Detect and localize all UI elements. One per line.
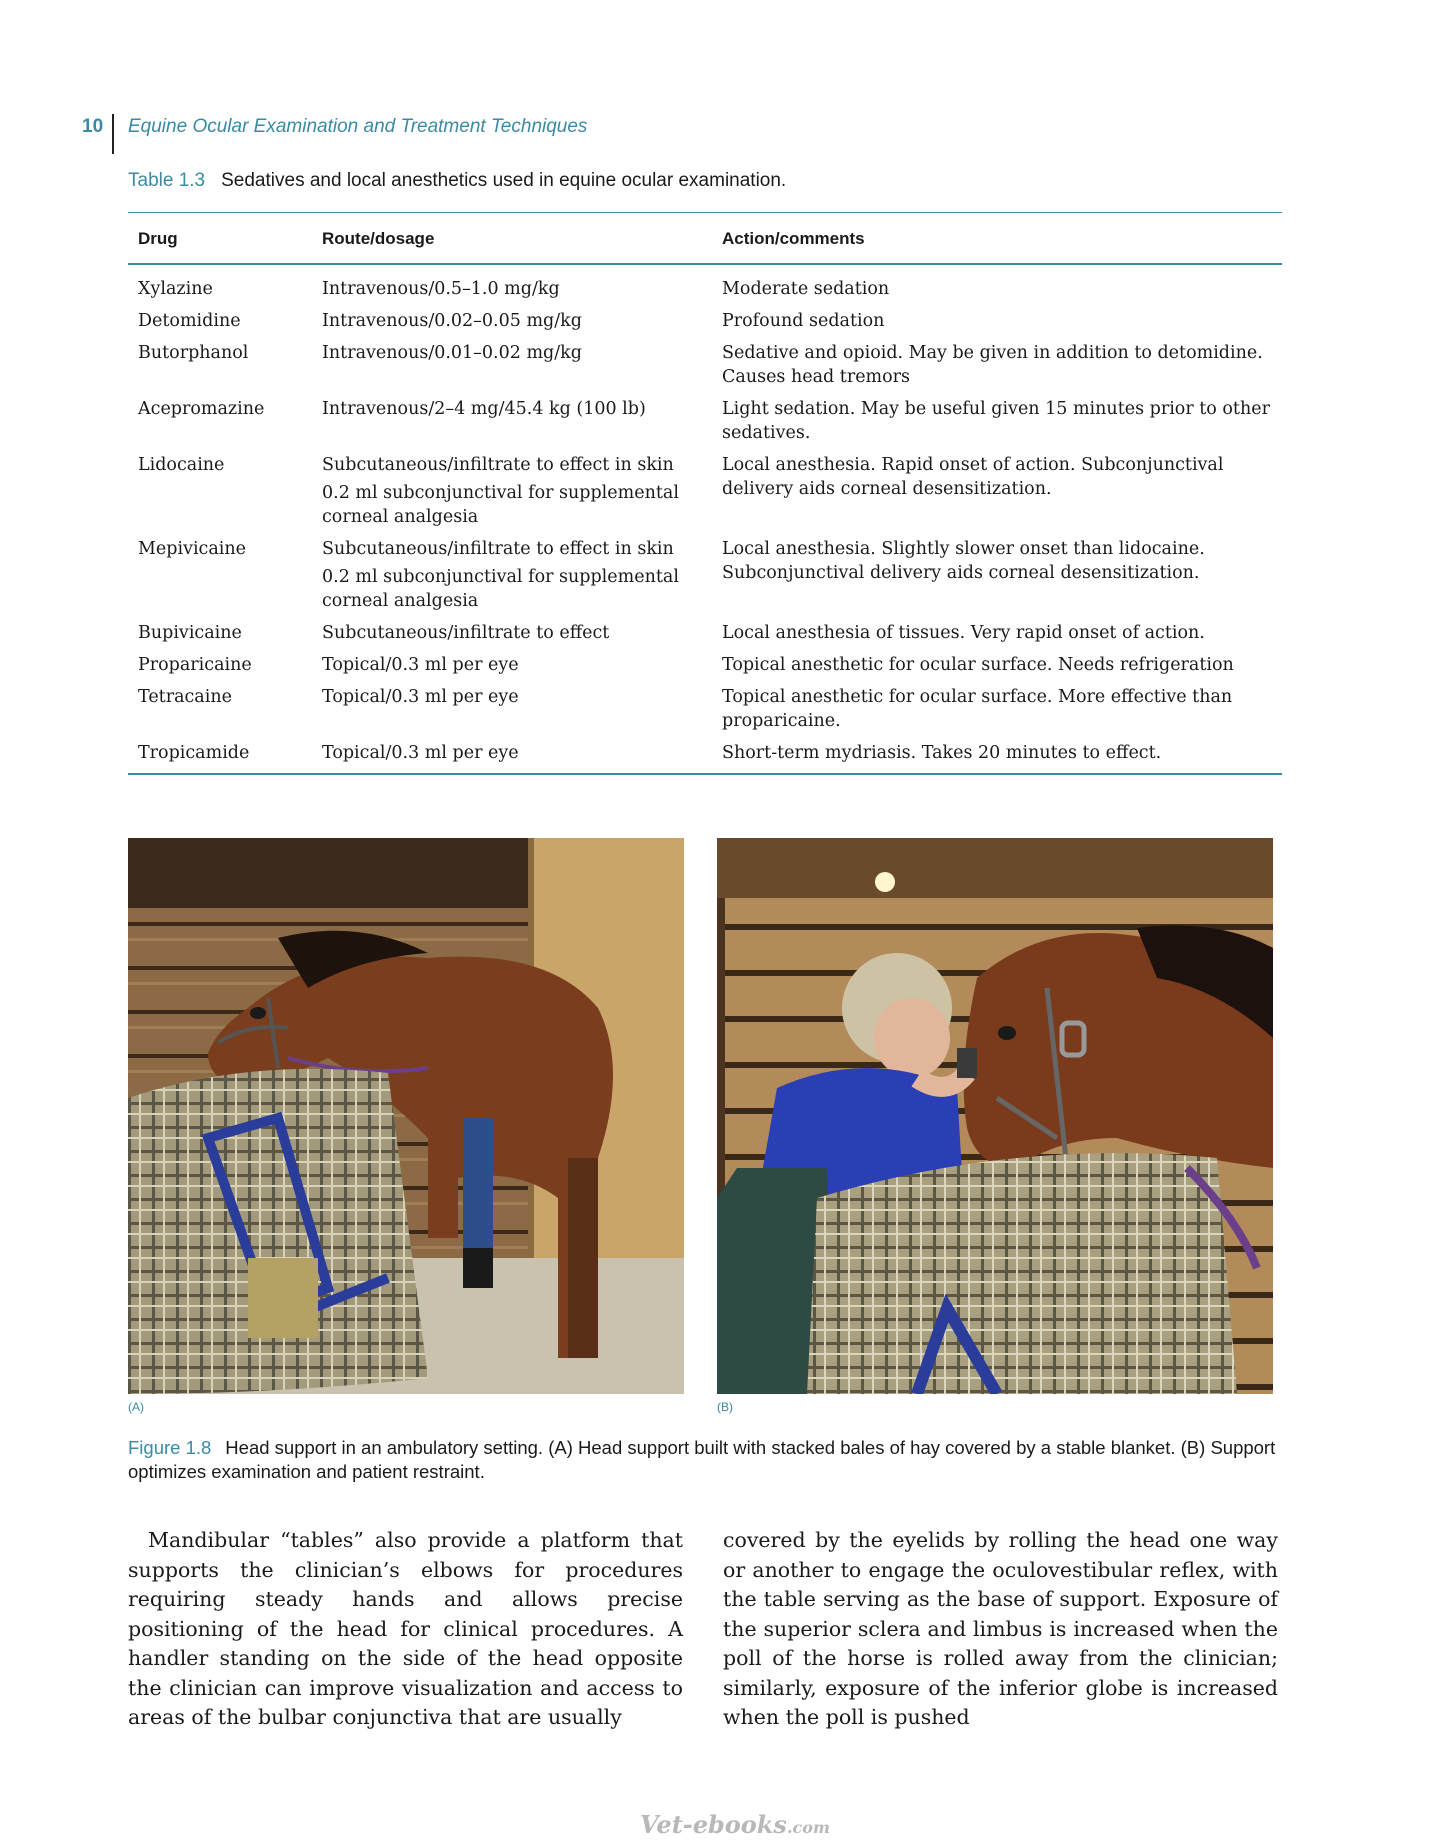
table-row bbox=[128, 264, 1282, 305]
table-row bbox=[128, 737, 1282, 774]
panel-label-b: (B) bbox=[717, 1400, 733, 1414]
comments-cell: Light sedation. May be useful given 15 minutes prior to other sedatives. bbox=[722, 399, 1270, 443]
ocular-exam-photo bbox=[717, 838, 1273, 1394]
route-line: Topical/0.3 ml per eye bbox=[322, 655, 519, 675]
table-caption bbox=[128, 170, 1288, 192]
comments-cell: Profound sedation bbox=[722, 311, 885, 331]
drug-cell: Xylazine bbox=[138, 279, 213, 299]
column-header-comments: Action/comments bbox=[712, 213, 1282, 265]
route-line: 0.2 ml subconjunctival for supplemental corneal analgesia bbox=[322, 483, 679, 527]
comments-cell: Local anesthesia. Rapid onset of action. Subconjunctival delivery aids corneal desensitization. bbox=[722, 455, 1224, 499]
drug-cell: Mepivicaine bbox=[138, 539, 247, 559]
figure-photo-a bbox=[128, 838, 684, 1394]
table-caption-text: Sedatives and local anesthetics used in equine ocular examination. bbox=[221, 170, 787, 191]
route-cell bbox=[312, 305, 712, 337]
column-header-drug: Drug bbox=[128, 213, 312, 265]
watermark-suffix: .com bbox=[786, 1818, 830, 1837]
comments-cell: Moderate sedation bbox=[722, 279, 890, 299]
route-line: Subcutaneous/infiltrate to effect in skin bbox=[322, 455, 674, 475]
route-line: Intravenous/0.5–1.0 mg/kg bbox=[322, 279, 560, 299]
figure-caption-text: Head support in an ambulatory setting. (A) Head support built with stacked bales of hay covered by a stable blanket. (B) Support optimizes examination and patient restraint. bbox=[128, 1437, 1276, 1482]
table-row bbox=[128, 617, 1282, 649]
panel-label-a: (A) bbox=[128, 1400, 144, 1414]
route-line: Intravenous/2–4 mg/45.4 kg (100 lb) bbox=[322, 399, 646, 419]
drug-cell: Detomidine bbox=[138, 311, 241, 331]
figure-label: Figure 1.8 bbox=[128, 1437, 212, 1458]
figure-caption bbox=[128, 1436, 1288, 1484]
drug-cell: Tetracaine bbox=[138, 687, 232, 707]
drug-cell: Tropicamide bbox=[128, 737, 312, 774]
route-cell bbox=[312, 337, 712, 393]
comments-cell: Local anesthesia. Slightly slower onset than lidocaine. Subconjunctival delivery aids corneal desensitization. bbox=[722, 539, 1205, 583]
body-text-left-column: Mandibular “tables” also provide a platform that supports the clinician’s elbows for procedures requiring steady hands and allows precise positioning of the head for clinical procedures. A handler standing on the side of the head opposite the clinician can improve visualization and access to areas of the bulbar conjunctiva that are usually bbox=[128, 1528, 683, 1729]
route-line: Intravenous/0.02–0.05 mg/kg bbox=[322, 311, 582, 331]
route-cell bbox=[312, 533, 712, 617]
running-title: Equine Ocular Examination and Treatment Techniques bbox=[128, 116, 588, 137]
comments-cell: Topical anesthetic for ocular surface. More effective than proparicaine. bbox=[722, 687, 1233, 731]
comments-cell: Short-term mydriasis. Takes 20 minutes to effect. bbox=[712, 737, 1282, 774]
watermark bbox=[640, 1810, 830, 1839]
comments-cell: Topical anesthetic for ocular surface. Needs refrigeration bbox=[722, 655, 1234, 675]
watermark-main: Vet-ebooks bbox=[640, 1810, 787, 1839]
table-label: Table 1.3 bbox=[128, 170, 206, 191]
table-row bbox=[128, 337, 1282, 393]
drug-cell: Proparicaine bbox=[138, 655, 252, 675]
route-cell bbox=[312, 681, 712, 737]
table-row bbox=[128, 533, 1282, 617]
route-line: 0.2 ml subconjunctival for supplemental corneal analgesia bbox=[322, 567, 679, 611]
route-line: Topical/0.3 ml per eye bbox=[322, 687, 519, 707]
route-cell bbox=[312, 649, 712, 681]
drug-cell: Acepromazine bbox=[138, 399, 265, 419]
table-header-row bbox=[128, 213, 1282, 265]
horse-head-support-photo bbox=[128, 838, 684, 1394]
drug-table bbox=[128, 212, 1282, 775]
page-number: 10 bbox=[82, 116, 104, 137]
route-cell bbox=[312, 617, 712, 649]
table-row bbox=[128, 305, 1282, 337]
route-line: Intravenous/0.01–0.02 mg/kg bbox=[322, 343, 582, 363]
table-row bbox=[128, 649, 1282, 681]
table-row bbox=[128, 681, 1282, 737]
figure-photo-b bbox=[717, 838, 1273, 1394]
table-row bbox=[128, 449, 1282, 533]
route-line: Subcutaneous/infiltrate to effect in skin bbox=[322, 539, 674, 559]
route-cell bbox=[312, 737, 712, 774]
column-header-route: Route/dosage bbox=[312, 213, 712, 265]
route-line: Topical/0.3 ml per eye bbox=[322, 743, 519, 763]
header-divider bbox=[112, 114, 114, 154]
route-line: Subcutaneous/infiltrate to effect bbox=[322, 623, 610, 643]
route-cell bbox=[312, 449, 712, 533]
route-cell bbox=[312, 264, 712, 305]
drug-cell: Lidocaine bbox=[138, 455, 225, 475]
comments-cell: Sedative and opioid. May be given in addition to detomidine. Causes head tremors bbox=[722, 343, 1263, 387]
comments-cell: Local anesthesia of tissues. Very rapid onset of action. bbox=[722, 623, 1205, 643]
body-text-right-column: covered by the eyelids by rolling the head one way or another to engage the oculovestibular reflex, with the table serving as the base of support. Exposure of the superior sclera and limbus is increased when the poll of the horse is rolled away from the clinician; similarly, exposure of the inferior globe is increased when the poll is pushed bbox=[723, 1528, 1278, 1729]
table-row bbox=[128, 393, 1282, 449]
route-cell bbox=[312, 393, 712, 449]
drug-cell: Butorphanol bbox=[138, 343, 249, 363]
drug-cell: Bupivicaine bbox=[138, 623, 242, 643]
